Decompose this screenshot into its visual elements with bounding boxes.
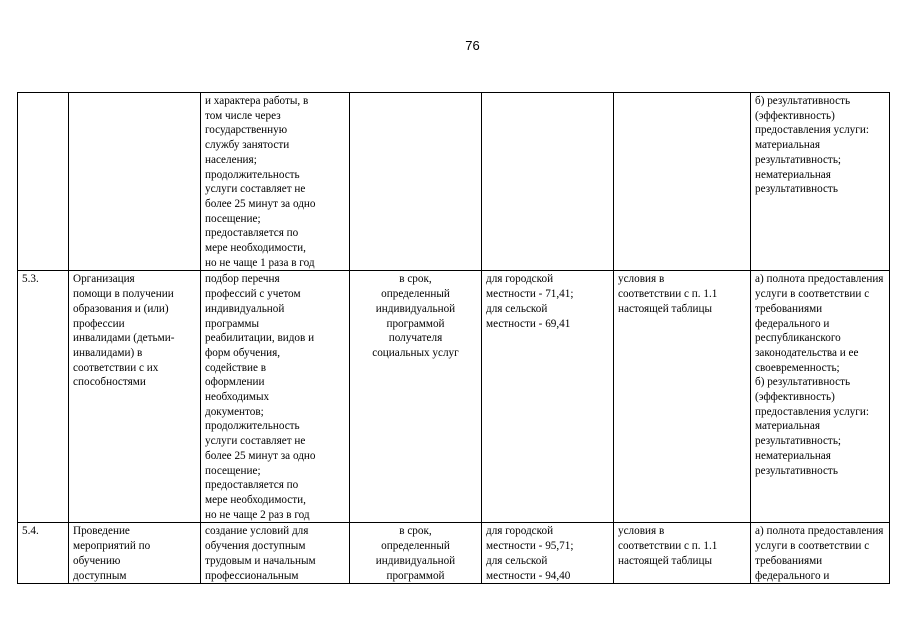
page-number: 76 (465, 38, 480, 53)
services-table (17, 92, 890, 584)
cell-quality-indicators: б) результативность (эффективность) предоставления услуги: материальная результативность; нематериальная результативность (751, 93, 890, 271)
cell-service-name: Проведение мероприятий по обучению доступным (69, 523, 201, 584)
table-row (18, 271, 890, 523)
cell-number (18, 93, 69, 271)
cell-quality-indicators: а) полнота предоставления услуги в соответствии с требованиями федерального и (751, 523, 890, 584)
cell-service-description: подбор перечня профессий с учетом индивидуальной программы реабилитации, видов и форм обучения, содействие в оформлении необходимых документов; продолжительность услуги составляет не более 25 минут за одно посещение; предоставляется по мере необходимости, но не чаще 2 раз в год (201, 271, 350, 523)
cell-service-description: и характера работы, в том числе через государственную службу занятости населения; продолжительность услуги составляет не более 25 минут за одно посещение; предоставляется по мере необходимости, но не чаще 1 раза в год (201, 93, 350, 271)
table-row (18, 93, 890, 271)
cell-service-name (69, 93, 201, 271)
cell-tariff: для городской местности - 95,71; для сельской местности - 94,40 (482, 523, 614, 584)
table-row (18, 523, 890, 584)
cell-tariff: для городской местности - 71,41; для сельской местности - 69,41 (482, 271, 614, 523)
cell-service-name: Организация помощи в получении образования и (или) профессии инвалидами (детьми- инвалидами) в соответствии с их способностями (69, 271, 201, 523)
cell-conditions: условия в соответствии с п. 1.1 настоящей таблицы (614, 271, 751, 523)
cell-service-description: создание условий для обучения доступным трудовым и начальным профессиональным (201, 523, 350, 584)
cell-tariff (482, 93, 614, 271)
cell-term: в срок, определенный индивидуальной программой получателя социальных услуг (350, 271, 482, 523)
cell-term (350, 93, 482, 271)
cell-term: в срок, определенный индивидуальной программой (350, 523, 482, 584)
cell-number: 5.4. (18, 523, 69, 584)
cell-number: 5.3. (18, 271, 69, 523)
cell-conditions (614, 93, 751, 271)
cell-quality-indicators: а) полнота предоставления услуги в соответствии с требованиями федерального и республиканского законодательства и ее своевременность; б) результативность (эффективность) предоставления услуги: материальная результативность; нематериальная результативность (751, 271, 890, 523)
cell-conditions: условия в соответствии с п. 1.1 настоящей таблицы (614, 523, 751, 584)
